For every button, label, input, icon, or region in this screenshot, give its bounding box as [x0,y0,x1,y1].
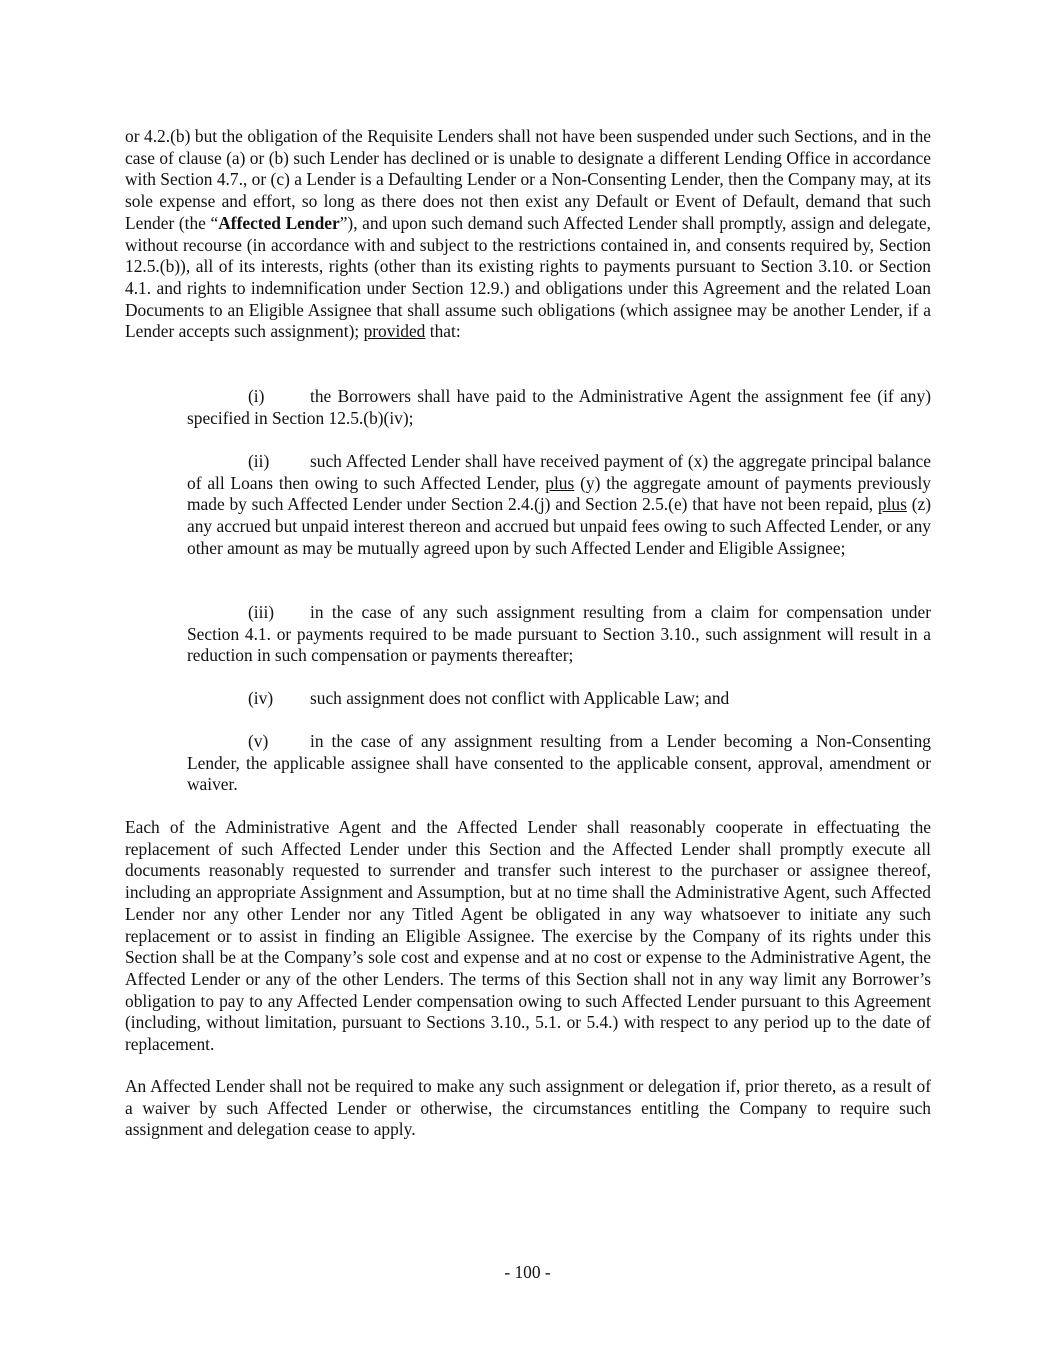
plus-term: plus [545,472,575,493]
list-item-text: in the case of any assignment resulting from a Lender becoming a Non-Consenting Lender, the applicable assignee shall have consented to the applicable consent, approval, amendment or waiver. [187,731,931,795]
list-item-text-a: such Affected Lender shall have received payment of (x) the aggregate principal balance of all Loans then owing to such Affected Lender, [187,451,931,493]
list-item-v [187,731,931,796]
list-item-i [187,386,931,429]
paragraph-affected-lender [125,126,931,343]
list-item-ii [187,451,931,560]
list-item-text: the Borrowers shall have paid to the Administrative Agent the assignment fee (if any) specified in Section 12.5.(b)(iv); [187,386,931,428]
paragraph-1-text-b: ”), and upon such demand such Affected Lender shall promptly, assign and delegate, without recourse (in accordance with and subject to the restrictions contained in, and consents required by, Section 12.5.(b)), all of its interests, rights (other than its existing rights to payments pursuant to Section 3.10. or Section 4.1. and rights to indemnification under Section 12.9.) and obligations under this Agreement and the related Loan Documents to an Eligible Assignee that shall assume such obligations (which assignee may be another Lender, if a Lender accepts such assignment); [125,212,931,342]
paragraph-1-text-a: or 4.2.(b) but the obligation of the Requisite Lenders shall not have been suspended under such Sections, and in the case of clause (a) or (b) such Lender has declined or is unable to designate a different Lending Office in accordance with Section 4.7., or (c) a Lender is a Defaulting Lender or a Non-Consenting Lender, then the Company may, at its sole expense and effort, so long as there does not then exist any Default or Event of Default, demand that such Lender (the “ [125,126,931,233]
page-number: - 100 - [504,1262,551,1282]
paragraph-waiver: An Affected Lender shall not be required to make any such assignment or delegation if, prior thereto, as a result of a waiver by such Affected Lender or otherwise, the circumstances entitling the Company to require such assignment and delegation cease to apply. [125,1076,931,1140]
plus-term: plus [877,494,907,515]
defined-term-affected-lender: Affected Lender [218,212,340,233]
provided-term: provided [363,321,426,342]
list-item-text: in the case of any such assignment resulting from a claim for compensation under Section 4.1. or payments required to be made pursuant to Section 3.10., such assignment will result in a reduction in such compensation or payments thereafter; [187,602,931,666]
list-item-number: (i) [248,386,265,406]
list-item-text: such assignment does not conflict with Applicable Law; and [310,688,730,708]
paragraph-1-text-c: that: [425,321,461,342]
paragraph-cooperation: Each of the Administrative Agent and the Affected Lender shall reasonably cooperate in effectuating the replacement of such Affected Lender under this Section and the Affected Lender shall promptly execute all documents reasonably requested to surrender and transfer such interest to the purchaser or assignee thereof, including an appropriate Assignment and Assumption, but at no time shall the Administrative Agent, such Affected Lender nor any other Lender nor any Titled Agent be obligated in any way whatsoever to initiate any such replacement or to assist in finding an Eligible Assignee. The exercise by the Company of its rights under this Section shall be at the Company’s sole cost and expense and at no cost or expense to the Administrative Agent, the Affected Lender or any of the other Lenders. The terms of this Section shall not in any way limit any Borrower’s obligation to pay to any Affected Lender compensation owing to such Affected Lender pursuant to this Agreement (including, without limitation, pursuant to Sections 3.10., 5.1. or 5.4.) with respect to any period up to the date of replacement. [125,817,931,1055]
list-item-number: (v) [248,731,269,751]
list-item-iv [187,688,931,710]
list-item-number: (iii) [248,602,275,622]
list-item-number: (ii) [248,451,270,471]
list-item-number: (iv) [248,688,274,708]
list-item-text-c: (z) any accrued but unpaid interest thereon and accrued but unpaid fees owing to such Affected Lender, or any other amount as may be mutually agreed upon by such Affected Lender and Eligible Assignee; [187,494,931,558]
list-item-iii [187,602,931,667]
list-item-text-b: (y) the aggregate amount of payments previously made by such Affected Lender under Section 2.4.(j) and Section 2.5.(e) that have not been repaid, [187,472,931,515]
